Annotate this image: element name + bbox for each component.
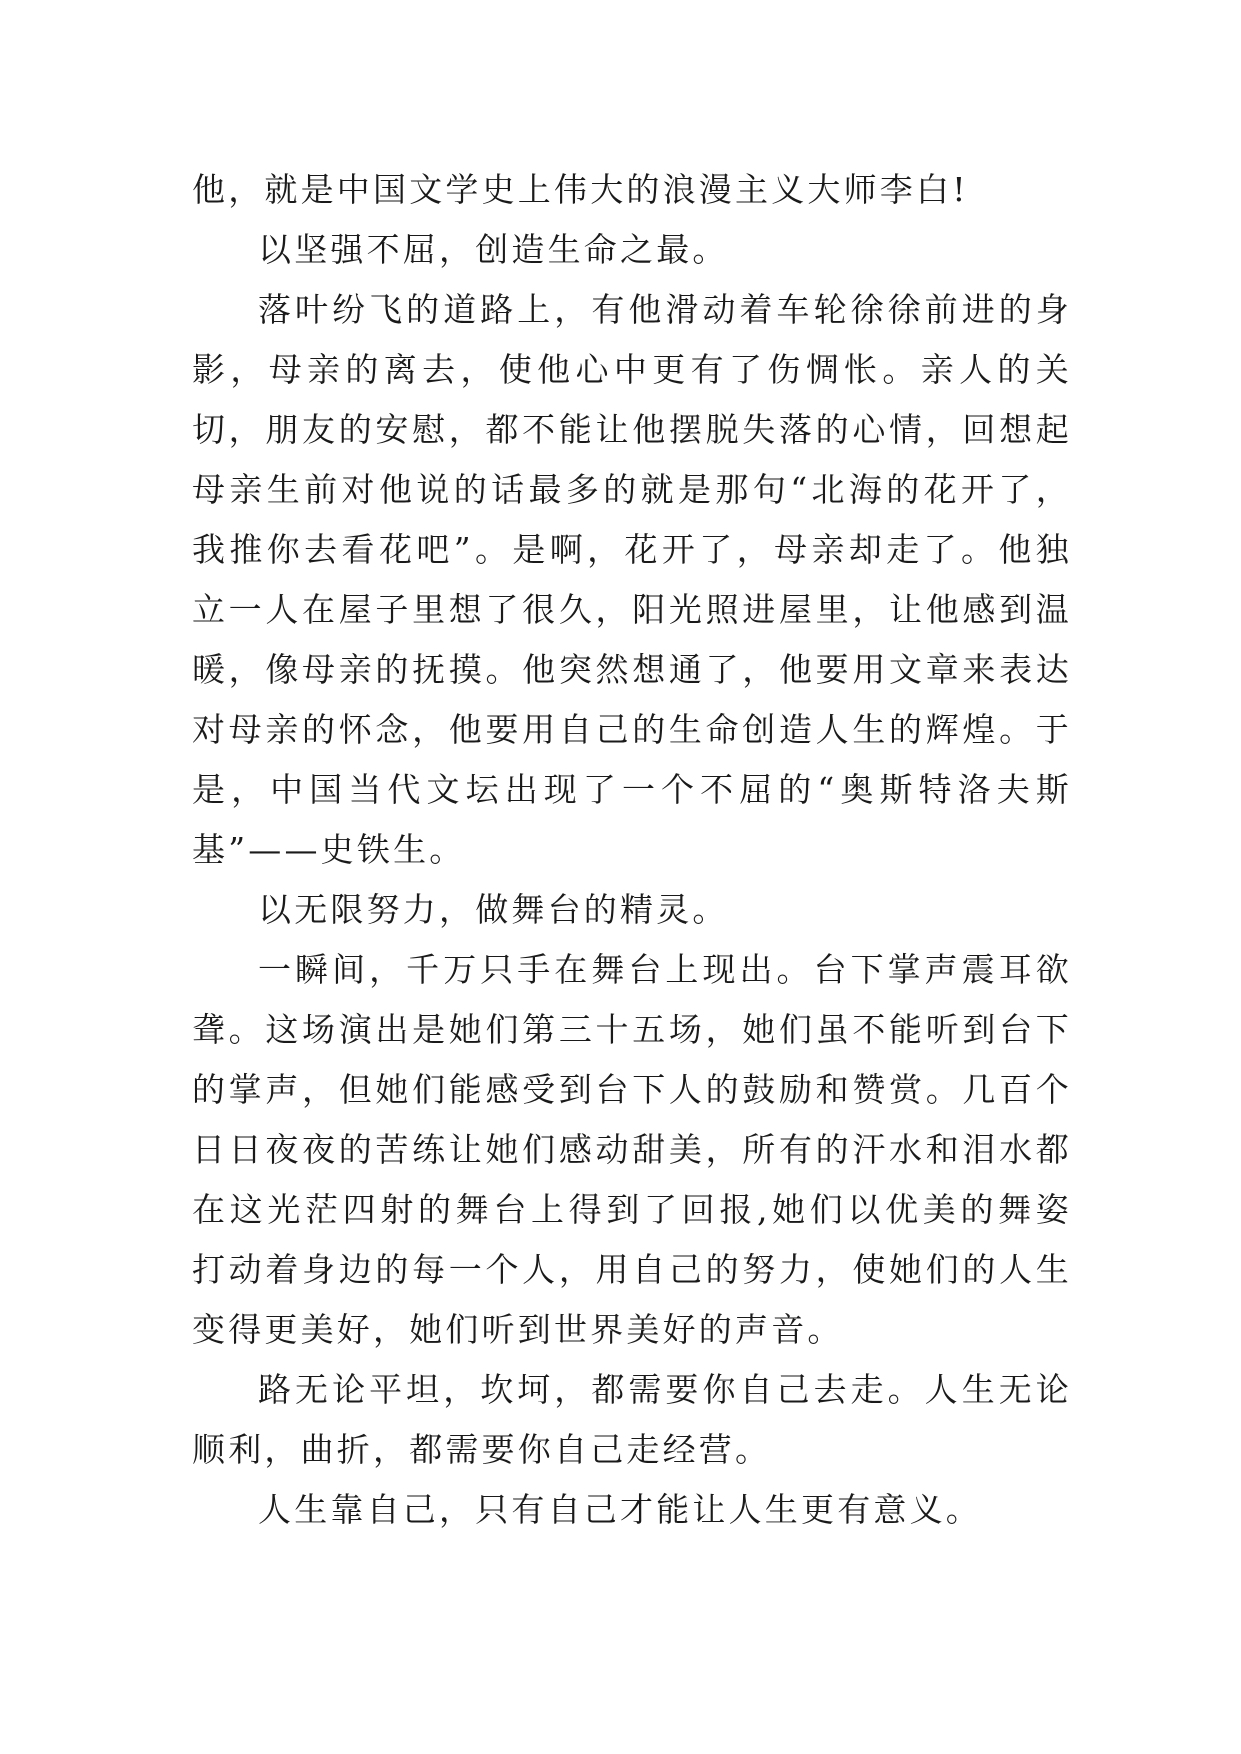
paragraph-2: 以坚强不屈，创造生命之最。 [258,230,729,269]
paragraph-5: 一瞬间，千万只手在舞台上现出。台下掌声震耳欲聋。这场演出是她们第三十五场，她们虽不能听到台下的掌声，但她们能感受到台下人的鼓励和赞赏。几百个日日夜夜的苦练让她们感动甜美，所有的汗水和泪水都在这光茫四射的舞台上得到了回报,她们以优美的舞姿打动着身边的每一个人，用自己的努力，使她们的人生变得更美好，她们听到世界美好的声音。 [192,950,1072,1349]
paragraph-4: 以无限努力，做舞台的精灵。 [258,890,729,929]
paragraph-6: 路无论平坦，坎坷，都需要你自己去走。人生无论顺利，曲折，都需要你自己走经营。 [192,1370,1072,1469]
paragraph-3: 落叶纷飞的道路上，有他滑动着车轮徐徐前进的身影，母亲的离去，使他心中更有了伤惆怅。亲人的关切，朋友的安慰，都不能让他摆脱失落的心情，回想起母亲生前对他说的话最多的就是那句“北海的花开了，我推你去看花吧”。是啊，花开了，母亲却走了。他独立一人在屋子里想了很久，阳光照进屋里，让他感到温暖，像母亲的抚摸。他突然想通了，他要用文章来表达对母亲的怀念，他要用自己的生命创造人生的辉煌。于是，中国当代文坛出现了一个不屈的“奥斯特洛夫斯基”——史铁生。 [192,290,1072,869]
paragraph-7: 人生靠自己，只有自己才能让人生更有意义。 [258,1490,982,1529]
paragraph-1: 他，就是中国文学史上伟大的浪漫主义大师李白! [192,170,969,209]
document-body [192,160,1072,1540]
